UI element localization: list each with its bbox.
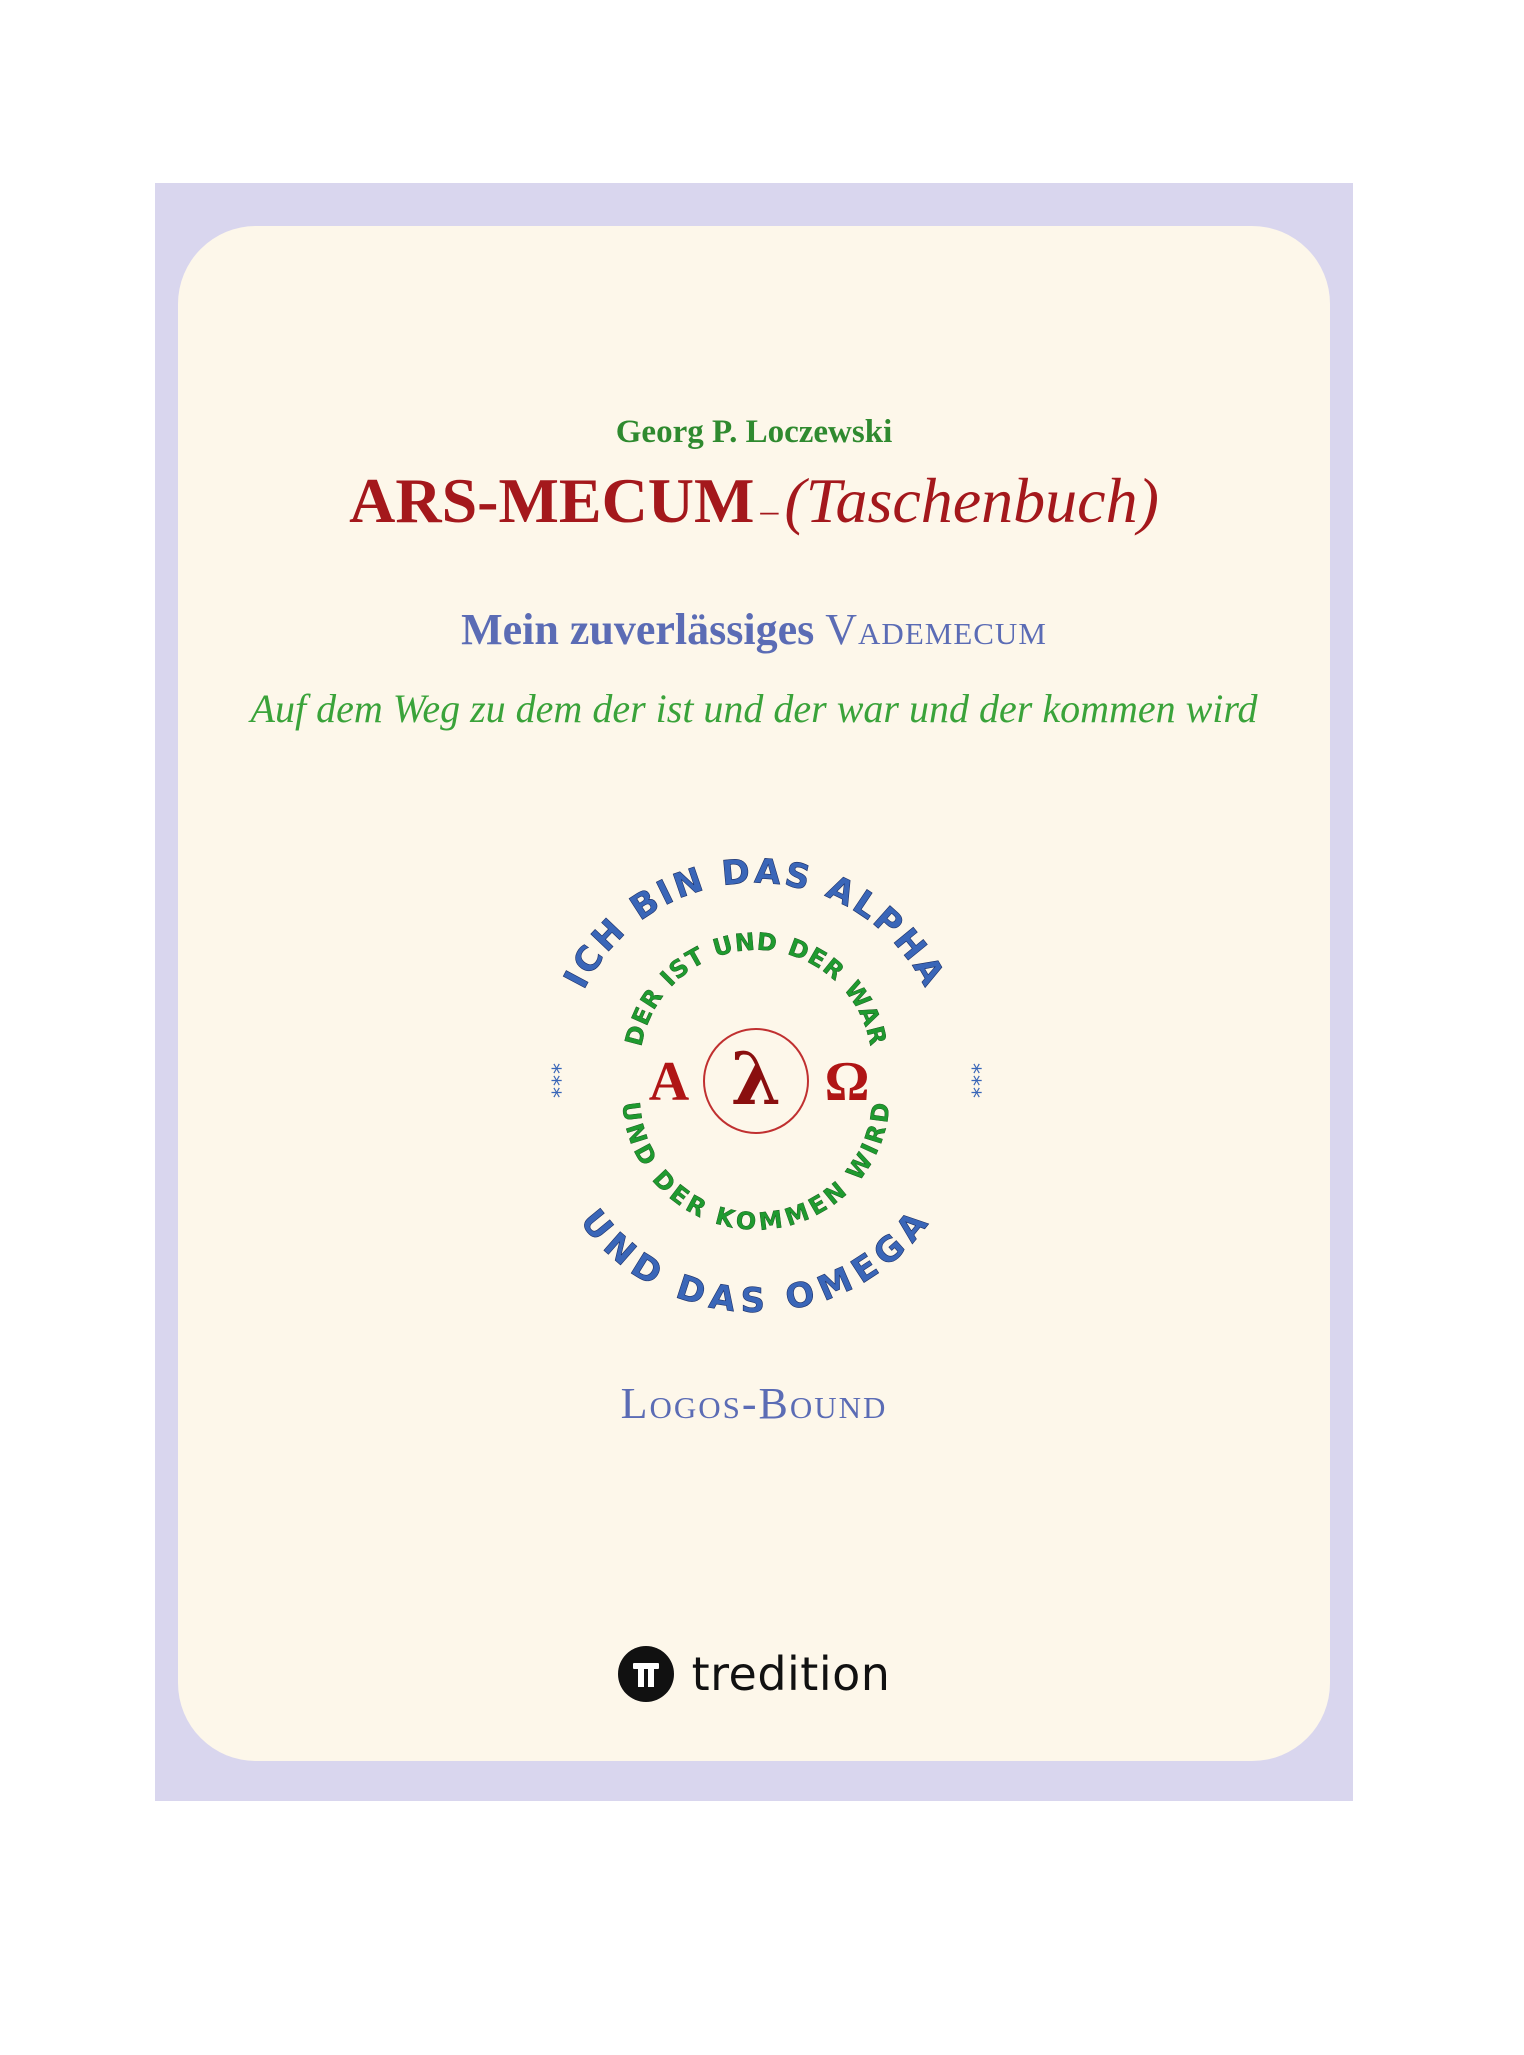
subtitle-caps: Vademecum: [825, 605, 1047, 654]
left-stars: ***: [539, 1063, 564, 1099]
omega-letter: Ω: [824, 1051, 870, 1113]
alpha-omega-emblem: [505, 838, 1005, 1318]
book-title: [178, 464, 1330, 538]
author-name: Georg P. Loczewski: [615, 414, 893, 450]
subtitle: [178, 604, 1330, 655]
publisher-name: tredition: [691, 1647, 891, 1701]
right-stars: ***: [959, 1063, 984, 1099]
title-format: (Taschenbuch): [784, 465, 1159, 536]
title-main: ARS-MECUM: [349, 465, 755, 536]
emblem-outer-top-text: ICH BIN DAS ALPHA: [556, 851, 954, 995]
cover-panel: [178, 226, 1330, 1761]
lambda-letter: λ: [730, 1036, 782, 1121]
title-dash: –: [760, 490, 779, 530]
tagline: Auf dem Weg zu dem der ist und der war und der kommen wird: [250, 686, 1258, 731]
emblem-inner-top-text: DER IST UND DER WAR: [619, 927, 893, 1049]
alpha-letter: Α: [648, 1051, 690, 1113]
emblem-inner-bottom-text: UND DER KOMMEN WIRD: [616, 1100, 896, 1237]
tredition-logo-icon: [618, 1646, 674, 1702]
subtitle-bold: Mein zuverlässiges: [461, 605, 815, 654]
emblem-outer-bottom-text: UND DAS OMEGA: [572, 1201, 938, 1318]
publisher-mark: [178, 1646, 1330, 1702]
series-name: Logos-Bound: [620, 1379, 888, 1428]
book-cover: [155, 183, 1353, 1801]
